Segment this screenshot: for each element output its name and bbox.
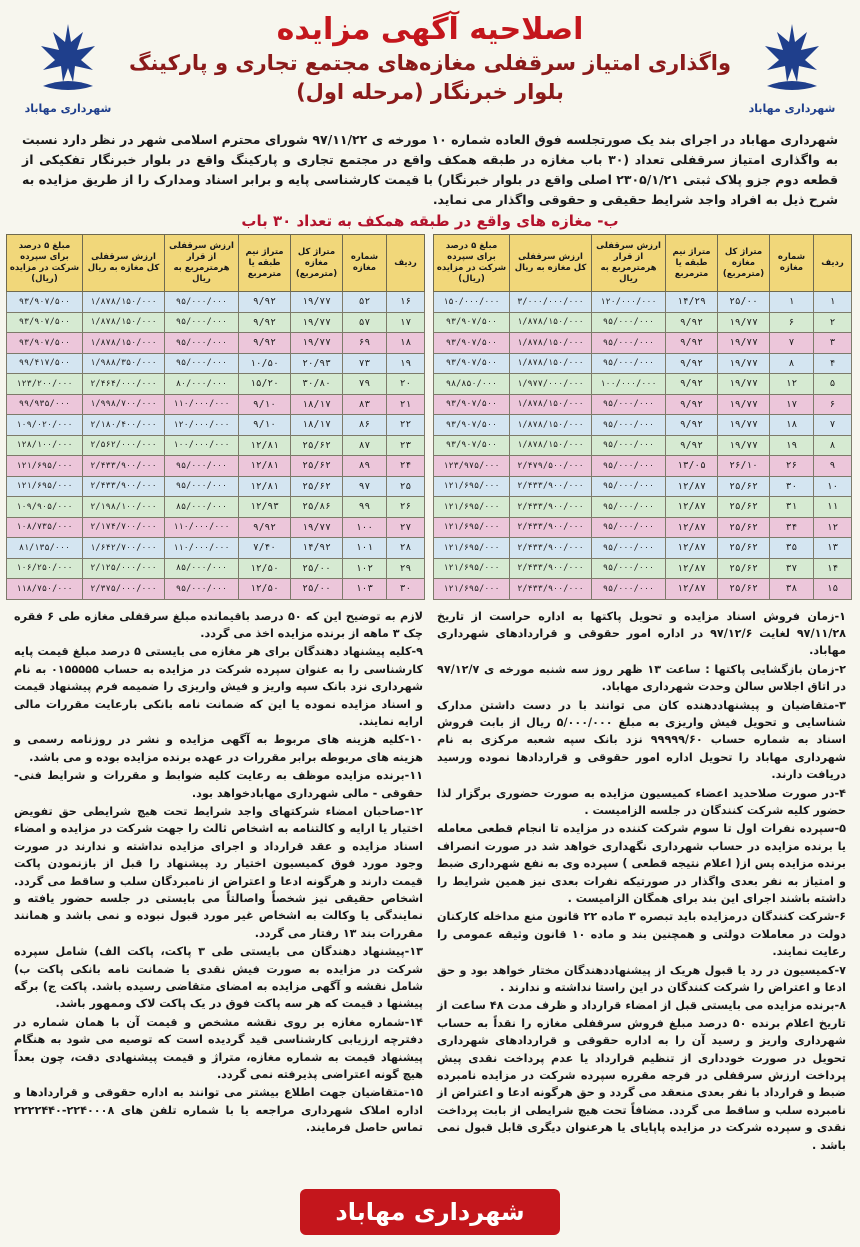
- table-cell: ۹۹/۹۳۵/۰۰۰: [7, 394, 83, 415]
- table-cell: ۱۸: [387, 333, 425, 354]
- table-cell: ۲/۴۶۴/۰۰۰/۰۰۰: [83, 374, 165, 395]
- table-cell: ۹۵/۰۰۰/۰۰۰: [592, 476, 666, 497]
- table-cell: ۱۰۸/۷۳۵/۰۰۰: [7, 517, 83, 538]
- table-cell: ۱۲۱/۶۹۵/۰۰۰: [434, 517, 510, 538]
- table-row: [7, 415, 425, 436]
- table-cell: ۱/۸۷۸/۱۵۰/۰۰۰: [510, 415, 592, 436]
- table-row: [7, 476, 425, 497]
- table-row: [7, 456, 425, 477]
- table-cell: ۹/۹۲: [666, 415, 718, 436]
- table-row: [7, 497, 425, 518]
- table-cell: ۱۲۱/۶۹۵/۰۰۰: [434, 497, 510, 518]
- table-cell: ۸۵/۰۰۰/۰۰۰: [165, 497, 239, 518]
- table-cell: ۱۲/۵۰: [239, 579, 291, 600]
- municipality-logo-icon: [757, 20, 827, 98]
- table-cell: ۱/۸۷۸/۱۵۰/۰۰۰: [510, 394, 592, 415]
- table-cell: ۸۵/۰۰۰/۰۰۰: [165, 558, 239, 579]
- table-cell: ۳۰/۸۰: [291, 374, 343, 395]
- table-cell: ۱/۹۸۸/۳۵۰/۰۰۰: [83, 353, 165, 374]
- condition-item: ۷-کمیسیون در رد یا قبول هریک از پیشنهاددهندگان مختار خواهد بود و حق ادعا و اعتراض را شرکت کنندگان در این راستا نداشته و ندارند .: [437, 963, 846, 995]
- table-cell: ۱/۸۷۸/۱۵۰/۰۰۰: [510, 312, 592, 333]
- table-cell: ۱۹/۷۷: [291, 517, 343, 538]
- table-cell: ۱۸: [770, 415, 814, 436]
- table-cell: ۲/۵۶۲/۰۰۰/۰۰۰: [83, 435, 165, 456]
- table-cell: ۹۳/۹۰۷/۵۰۰: [7, 292, 83, 313]
- table-cell: ۴: [814, 353, 852, 374]
- table-cell: ۱۲۱/۶۹۵/۰۰۰: [434, 538, 510, 559]
- table-row: [7, 394, 425, 415]
- table-cell: ۱۲۱/۶۹۵/۰۰۰: [434, 558, 510, 579]
- table-cell: ۹۵/۰۰۰/۰۰۰: [592, 579, 666, 600]
- table-body-right: [434, 292, 852, 600]
- table-cell: ۹۵/۰۰۰/۰۰۰: [592, 312, 666, 333]
- condition-item: ۱۵-متقاضیان جهت اطلاع بیشتر می توانند به اداره حقوقی و قراردادها و اداره املاک شهرداری مراجعه یا با شماره تلفن های ۲۲۴۰۰۰۸-۲۲۲۲۴۴۰ تماس حاصل فرمایند.: [14, 1086, 423, 1135]
- table-header-row: [7, 235, 425, 292]
- table-cell: ۱۴/۹۲: [291, 538, 343, 559]
- table-cell: ۲: [814, 312, 852, 333]
- table-cell: ۱۲۱/۶۹۵/۰۰۰: [434, 476, 510, 497]
- table-cell: ۹۷: [343, 476, 387, 497]
- table-cell: ۸۹: [343, 456, 387, 477]
- table-cell: ۱۴: [814, 558, 852, 579]
- table-row: [434, 353, 852, 374]
- table-cell: ۲/۴۳۳/۹۰۰/۰۰۰: [510, 497, 592, 518]
- municipality-logo-right: [744, 20, 840, 124]
- table-cell: ۳۸: [770, 579, 814, 600]
- table-cell: ۹/۹۲: [239, 517, 291, 538]
- table-cell: ۹/۹۲: [666, 374, 718, 395]
- table-row: [434, 476, 852, 497]
- table-cell: ۹۸/۸۵۰/۰۰۰: [434, 374, 510, 395]
- table-cell: ۲۲: [387, 415, 425, 436]
- table-row: [434, 538, 852, 559]
- table-cell: ۲۶: [387, 497, 425, 518]
- table-cell: ۹/۹۲: [666, 312, 718, 333]
- table-cell: ۸۱/۱۳۵/۰۰۰: [7, 538, 83, 559]
- table-cell: ۱/۸۷۸/۱۵۰/۰۰۰: [510, 435, 592, 456]
- table-cell: ۹۹: [343, 497, 387, 518]
- table-cell: ۲/۴۳۳/۹۰۰/۰۰۰: [510, 579, 592, 600]
- table-cell: ۱۰۱: [343, 538, 387, 559]
- condition-item: ۱۱-برنده مزایده موظف به رعایت کلیه ضوابط و مقررات و شرایط فنی-حقوقی - مالی شهرداری مهابادخواهد بود.: [14, 769, 423, 800]
- condition-item: ۳-متقاضیان و پیشنهاددهنده کان می توانند با در دست داشتن مدارک شناسایی و تحویل فیش واریزی به مبلغ ۵/۰۰۰/۰۰۰ ریال از بابت فروش اسناد به شماره حساب ۹۹۹۹۹/۶۰ نزد بانک سپه شعبه مرکزی به نام شهرداری مهاباد را تحویل اداره امور حقوقی و قراردادها نموده ورسید دریافت دارند.: [437, 698, 846, 782]
- table-cell: ۱۹/۷۷: [718, 374, 770, 395]
- table-row: [7, 517, 425, 538]
- table-cell: ۹۵/۰۰۰/۰۰۰: [592, 497, 666, 518]
- table-cell: ۱۶: [387, 292, 425, 313]
- table-row: [7, 353, 425, 374]
- condition-item: ۶-شرکت کنندگان درمزایده باید تبصره ۳ ماده ۲۲ قانون منع مداخله کارکنان دولت در معاملات دولتی و همچنین بند و ماده ۱۰ قانون وثیقه عمومی را رعایت نمایند.: [437, 910, 847, 959]
- table-row: [7, 558, 425, 579]
- conditions-column-left: [14, 608, 423, 1156]
- table-cell: ۹۵/۰۰۰/۰۰۰: [165, 476, 239, 497]
- table-cell: ۲/۱۸۰/۴۰۰/۰۰۰: [83, 415, 165, 436]
- table-row: [434, 312, 852, 333]
- table-cell: ۱۹/۷۷: [718, 353, 770, 374]
- table-cell: ۲/۴۳۳/۹۰۰/۰۰۰: [510, 517, 592, 538]
- page-subtitle: واگذاری امتیاز سرقفلی مغازه‌های مجتمع تجاری و پارکینگ: [128, 51, 732, 75]
- table-cell: ۲۵/۶۲: [718, 538, 770, 559]
- table-cell: ۵۲: [343, 292, 387, 313]
- logo-text: شهرداری مهاباد: [748, 102, 836, 115]
- conditions-column-right: [437, 608, 846, 1156]
- table-cell: ۱۱۸/۷۵۰/۰۰۰: [7, 579, 83, 600]
- condition-item: ۱۳-پیشنهاد دهندگان می بایستی طی ۳ پاکت، پاکت الف) شامل سپرده شرکت در مزایده به صورت فیش نقدی یا ضمانت نامه بانکی پاکت ب) شامل نقشه و آگهی مزایده به امضای متقاضی رسیده باشد. پاکت ج) برگه پیشنها د قیمت که هر سه پاکت فوق در یک پاکت لاک وممهور باشد.: [14, 945, 423, 1011]
- table-cell: ۲۰: [387, 374, 425, 395]
- table-cell: ۱۱: [814, 497, 852, 518]
- table-cell: ۱۵۰/۰۰۰/۰۰۰: [434, 292, 510, 313]
- table-row: [434, 374, 852, 395]
- table-cell: ۹۵/۰۰۰/۰۰۰: [592, 456, 666, 477]
- column-header: متراژ کل مغازه (مترمربع): [291, 235, 343, 292]
- table-cell: ۹/۹۲: [666, 394, 718, 415]
- table-cell: ۱۸/۱۷: [291, 394, 343, 415]
- table-cell: ۱۸/۱۷: [291, 415, 343, 436]
- table-cell: ۱۱۰/۰۰۰/۰۰۰: [165, 394, 239, 415]
- table-cell: ۱۰۶/۲۵۰/۰۰۰: [7, 558, 83, 579]
- column-header: متراژ نیم طبقه یا مترمربع: [239, 235, 291, 292]
- shops-table-right: [433, 234, 852, 600]
- table-cell: ۱۰: [814, 476, 852, 497]
- table-cell: ۹۳/۹۰۷/۵۰۰: [434, 333, 510, 354]
- table-cell: ۹۳/۹۰۷/۵۰۰: [7, 312, 83, 333]
- table-cell: ۱۰۹/۹۰۵/۰۰۰: [7, 497, 83, 518]
- table-cell: ۹/۱۰: [239, 415, 291, 436]
- table-row: [434, 394, 852, 415]
- column-header: ارزش سرقفلی کل مغازه به ریال: [510, 235, 592, 292]
- table-cell: ۱/۸۷۸/۱۵۰/۰۰۰: [83, 333, 165, 354]
- table-cell: ۱۰/۵۰: [239, 353, 291, 374]
- table-cell: ۲/۱۲۵/۰۰۰/۰۰۰: [83, 558, 165, 579]
- table-cell: ۱: [770, 292, 814, 313]
- table-header-row: [434, 235, 852, 292]
- table-cell: ۲/۴۳۳/۹۰۰/۰۰۰: [83, 456, 165, 477]
- table-cell: ۲۸: [387, 538, 425, 559]
- table-cell: ۱۷: [387, 312, 425, 333]
- column-header: متراژ نیم طبقه یا مترمربع: [666, 235, 718, 292]
- table-cell: ۱۲۰/۰۰۰/۰۰۰: [165, 415, 239, 436]
- table-cell: ۱۹/۷۷: [718, 333, 770, 354]
- table-cell: ۳۰: [770, 476, 814, 497]
- table-cell: ۲۵/۶۲: [291, 456, 343, 477]
- table-cell: ۲۵/۶۲: [718, 579, 770, 600]
- table-cell: ۵۷: [343, 312, 387, 333]
- table-cell: ۳: [814, 333, 852, 354]
- municipality-logo-left: [20, 20, 116, 124]
- table-cell: ۱/۹۹۸/۷۰۰/۰۰۰: [83, 394, 165, 415]
- table-cell: ۱۵/۲۰: [239, 374, 291, 395]
- table-cell: ۱۲/۸۷: [666, 497, 718, 518]
- column-header: شماره مغازه: [770, 235, 814, 292]
- table-cell: ۱۲۱/۶۹۵/۰۰۰: [434, 579, 510, 600]
- table-cell: ۷: [814, 415, 852, 436]
- table-cell: ۹۵/۰۰۰/۰۰۰: [165, 456, 239, 477]
- table-cell: ۹۵/۰۰۰/۰۰۰: [592, 517, 666, 538]
- column-header: ارزش سرقفلی از قرار هرمترمربع به ریال: [165, 235, 239, 292]
- table-cell: ۱۹/۷۷: [291, 312, 343, 333]
- table-cell: ۱۲/۸۷: [666, 476, 718, 497]
- table-cell: ۲۶/۱۰: [718, 456, 770, 477]
- column-header: ارزش سرقفلی از قرار هرمترمربع به ریال: [592, 235, 666, 292]
- table-cell: ۲۳: [387, 435, 425, 456]
- table-cell: ۲۵/۰۰: [718, 292, 770, 313]
- table-cell: ۱۲/۸۷: [666, 558, 718, 579]
- table-cell: ۱۰۹/۰۲۰/۰۰۰: [7, 415, 83, 436]
- table-row: [7, 333, 425, 354]
- table-cell: ۱۲: [814, 517, 852, 538]
- footer-banner: شهرداری مهاباد: [300, 1189, 560, 1235]
- table-cell: ۲/۱۷۴/۷۰۰/۰۰۰: [83, 517, 165, 538]
- table-cell: ۱: [814, 292, 852, 313]
- table-cell: ۹۵/۰۰۰/۰۰۰: [592, 435, 666, 456]
- table-row: [434, 456, 852, 477]
- table-cell: ۲۵/۰۰: [291, 558, 343, 579]
- table-cell: ۹۵/۰۰۰/۰۰۰: [165, 312, 239, 333]
- table-cell: ۹/۹۲: [666, 353, 718, 374]
- section-title: ب- مغازه های واقع در طبقه همکف به تعداد ۳۰ باب: [241, 212, 619, 230]
- table-cell: ۱۹/۷۷: [718, 312, 770, 333]
- table-cell: ۱۰۲: [343, 558, 387, 579]
- condition-item: لازم به توضیح این که ۵۰ درصد باقیمانده مبلغ سرقفلی مغازه طی ۶ فقره چک ۳ ماهه از برنده مزایده اخذ می گردد.: [14, 609, 423, 640]
- table-cell: ۹۵/۰۰۰/۰۰۰: [592, 558, 666, 579]
- table-cell: ۹۳/۹۰۷/۵۰۰: [434, 394, 510, 415]
- table-cell: ۲۷: [387, 517, 425, 538]
- table-cell: ۱/۹۷۷/۰۰۰/۰۰۰: [510, 374, 592, 395]
- table-cell: ۲۰/۹۳: [291, 353, 343, 374]
- table-cell: ۹/۹۲: [239, 333, 291, 354]
- table-cell: ۲/۴۳۳/۹۰۰/۰۰۰: [83, 476, 165, 497]
- table-cell: ۱۰۳: [343, 579, 387, 600]
- table-cell: ۳۱: [770, 497, 814, 518]
- shops-tables: [8, 234, 852, 600]
- table-row: [7, 312, 425, 333]
- table-cell: ۸: [770, 353, 814, 374]
- table-cell: ۹۳/۹۰۷/۵۰۰: [434, 415, 510, 436]
- table-cell: ۷: [770, 333, 814, 354]
- table-cell: ۹۵/۰۰۰/۰۰۰: [165, 353, 239, 374]
- table-row: [434, 579, 852, 600]
- table-row: [434, 292, 852, 313]
- shops-table-left: [6, 234, 425, 600]
- table-cell: ۹/۹۲: [239, 292, 291, 313]
- table-cell: ۱۹/۷۷: [718, 394, 770, 415]
- table-cell: ۲۵/۶۲: [291, 435, 343, 456]
- table-cell: ۸۰/۰۰۰/۰۰۰: [165, 374, 239, 395]
- condition-item: ۱۴-شماره مغازه بر روی نقشه مشخص و قیمت آن با همان شماره در دفترچه ارزیابی کارشناسی قید گردیده است که توصیه می شود به هنگام پیشنهاد قیمت به شماره مغازه، متراژ و قیمت پیشنهادی دقت، چون بعداً هیچ گونه اعتراضی پذیرفته نمی گردد.: [14, 1015, 423, 1082]
- table-cell: ۱۹/۷۷: [718, 415, 770, 436]
- table-cell: ۱۲۸/۱۰۰/۰۰۰: [7, 435, 83, 456]
- table-cell: ۳۴: [770, 517, 814, 538]
- table-cell: ۱۲: [770, 374, 814, 395]
- table-cell: ۹/۹۲: [666, 435, 718, 456]
- table-cell: ۹۵/۰۰۰/۰۰۰: [592, 394, 666, 415]
- table-cell: ۱۲۱/۶۹۵/۰۰۰: [7, 476, 83, 497]
- table-cell: ۹/۱۰: [239, 394, 291, 415]
- table-cell: ۹/۹۲: [239, 312, 291, 333]
- table-cell: ۹۵/۰۰۰/۰۰۰: [165, 333, 239, 354]
- table-row: [7, 374, 425, 395]
- table-cell: ۹۵/۰۰۰/۰۰۰: [592, 538, 666, 559]
- column-header: شماره مغازه: [343, 235, 387, 292]
- table-cell: ۱۲/۸۷: [666, 579, 718, 600]
- table-cell: ۱۳/۰۵: [666, 456, 718, 477]
- table-cell: ۶: [770, 312, 814, 333]
- table-cell: ۱۲۳/۲۰۰/۰۰۰: [7, 374, 83, 395]
- table-row: [7, 292, 425, 313]
- table-cell: ۷/۴۰: [239, 538, 291, 559]
- table-cell: ۹/۹۲: [666, 333, 718, 354]
- table-row: [434, 558, 852, 579]
- conditions: [8, 608, 852, 1156]
- table-cell: ۲/۱۹۸/۱۰۰/۰۰۰: [83, 497, 165, 518]
- table-cell: ۹۵/۰۰۰/۰۰۰: [165, 579, 239, 600]
- column-header: ردیف: [814, 235, 852, 292]
- table-row: [7, 435, 425, 456]
- table-cell: ۹۳/۹۰۷/۵۰۰: [434, 353, 510, 374]
- table-row: [434, 415, 852, 436]
- condition-item: ۵-سپرده نفرات اول تا سوم شرکت کننده در مزایده تا انجام قطعی معامله یا برنده مزایده در حساب شهرداری نگهداری خواهد شد در صورت انصراف برنده مزایده پس از( اعلام نتیجه قطعی ) سپرده وی به نفع شهرداری ضبط و امتیاز به نفر بعدی واگذار در صورتیکه نفرات بعدی نیز همین شرایط را داشته باشند اجرای این بند برای همگان الزامیست .: [437, 822, 846, 905]
- table-cell: ۱۳: [814, 538, 852, 559]
- table-cell: ۱۰۰/۰۰۰/۰۰۰: [165, 435, 239, 456]
- table-row: [7, 579, 425, 600]
- table-cell: ۱۲/۸۷: [666, 538, 718, 559]
- table-cell: ۹۳/۹۰۷/۵۰۰: [434, 312, 510, 333]
- page-subtitle-2: بلوار خبرنگار (مرحله اول): [296, 80, 564, 104]
- condition-item: ۱۰-کلیه هزینه های مربوط به آگهی مزایده و نشر در روزنامه رسمی و هزینه های مربوطه برابر مقررات در عهده برنده مزایده بوده و می باشد.: [14, 733, 423, 764]
- table-cell: ۹۹/۴۱۷/۵۰۰: [7, 353, 83, 374]
- table-cell: ۱۰۰/۰۰۰/۰۰۰: [592, 374, 666, 395]
- table-cell: ۱/۸۷۸/۱۵۰/۰۰۰: [510, 333, 592, 354]
- table-cell: ۲۵/۶۲: [718, 517, 770, 538]
- table-cell: ۱۹/۷۷: [291, 292, 343, 313]
- table-cell: ۸: [814, 435, 852, 456]
- table-cell: ۱۰۰: [343, 517, 387, 538]
- table-cell: ۱۹: [770, 435, 814, 456]
- table-cell: ۵: [814, 374, 852, 395]
- table-cell: ۲۴: [387, 456, 425, 477]
- table-cell: ۹: [814, 456, 852, 477]
- table-cell: ۲/۴۷۹/۵۰۰/۰۰۰: [510, 456, 592, 477]
- table-cell: ۲۵/۰۰: [291, 579, 343, 600]
- condition-item: ۲-زمان بازگشایی پاکتها : ساعت ۱۳ ظهر روز سه شنبه مورخه ی ۹۷/۱۲/۷ در اتاق اجلاس سالن وحدت شهرداری مهاباد.: [437, 662, 846, 694]
- table-cell: ۱۱۰/۰۰۰/۰۰۰: [165, 538, 239, 559]
- table-cell: ۱۲۰/۰۰۰/۰۰۰: [592, 292, 666, 313]
- table-cell: ۲۵/۶۲: [718, 558, 770, 579]
- table-cell: ۱۲/۸۱: [239, 476, 291, 497]
- table-cell: ۳/۰۰۰/۰۰۰/۰۰۰: [510, 292, 592, 313]
- condition-item: ۱۲-صاحبان امضاء شرکتهای واجد شرایط تحت هیچ شرایطی حق تفویض اختیار یا ارایه و کالتنامه به اشخاص ثالث را جهت شرکت در مزایده و امضاء اسناد مزایده و عقد قرارداد و اجرای مزایده نداشته و ندارند در صورت وجود مورد فوق کمیسیون اختیار رد پیشنهاد را قبل از بازنمودن پاکت قیمت دارند و هرگونه ادعا و اعتراض از نامبردگان سلب و ساقط می گردد. اشخاص حقیقی نیز شخصاً واصالتاً می بایستی در جلسه حضور یافته و نمایندگی یا وکالت به اشخاص غیر مورد قبول نبوده و نمی باشد و همانند مقررات بند ۱۳ رفتار می گردد.: [14, 804, 423, 940]
- table-row: [434, 333, 852, 354]
- logo-text: شهرداری مهاباد: [24, 102, 112, 115]
- table-cell: ۱/۸۷۸/۱۵۰/۰۰۰: [510, 353, 592, 374]
- intro-paragraph: شهرداری مهاباد در اجرای بند یک صورتجلسه فوق العاده شماره ۱۰ مورخه ی ۹۷/۱۱/۲۲ شورای محترم اسلامی شهر در نظر دارد نسبت به واگذاری امتیاز سرقفلی تعداد (۳۰ باب مغازه در طبقه همکف واقع در مجتمع تجاری و پارکینگ واقع در بلوار خبرنگار تفکیکی از قطعه دوم جزو پلاک ثبتی ۲۳۰۵/۱/۲۱ اصلی واقع در بلوار خبرنگار) با قیمت کارشناسی پایه و برابر اسناد ومدارک را از طریق مزایده به شرح ذیل به افراد واجد شرایط حقیقی و حقوقی واگذار می نماید.: [22, 132, 839, 207]
- condition-item: ۱-زمان فروش اسناد مزایده و تحویل پاکتها به اداره حراست از تاریخ ۹۷/۱۱/۲۸ لغایت ۹۷/۱۲/۶ در اداره امور حقوقی و قراردادهای شهرداری مهاباد.: [437, 609, 846, 658]
- table-cell: ۲۹: [387, 558, 425, 579]
- table-cell: ۳۰: [387, 579, 425, 600]
- condition-item: ۴-در صورت صلاحدید اعضاء کمیسیون مزایده به صورت حضوری برگزار لذا حضور کلیه شرکت کنندگان در جلسه الزامیست .: [437, 786, 846, 817]
- table-cell: ۹۳/۹۰۷/۵۰۰: [434, 435, 510, 456]
- table-cell: ۱۲/۸۱: [239, 456, 291, 477]
- table-cell: ۲۵: [387, 476, 425, 497]
- table-cell: ۸۶: [343, 415, 387, 436]
- table-row: [7, 538, 425, 559]
- table-cell: ۱۹/۷۷: [291, 333, 343, 354]
- table-cell: ۹۵/۰۰۰/۰۰۰: [592, 415, 666, 436]
- table-cell: ۸۷: [343, 435, 387, 456]
- table-cell: ۱/۸۷۸/۱۵۰/۰۰۰: [83, 312, 165, 333]
- table-cell: ۱/۶۴۲/۷۰۰/۰۰۰: [83, 538, 165, 559]
- table-cell: ۹۵/۰۰۰/۰۰۰: [592, 333, 666, 354]
- table-cell: ۹۵/۰۰۰/۰۰۰: [592, 353, 666, 374]
- table-cell: ۲۶: [770, 456, 814, 477]
- table-cell: ۷۳: [343, 353, 387, 374]
- table-cell: ۲/۴۳۳/۹۰۰/۰۰۰: [510, 476, 592, 497]
- table-cell: ۱۹: [387, 353, 425, 374]
- table-cell: ۲/۳۷۵/۰۰۰/۰۰۰: [83, 579, 165, 600]
- table-cell: ۱۹/۷۷: [718, 435, 770, 456]
- table-cell: ۲۵/۶۲: [291, 476, 343, 497]
- table-cell: ۹۳/۹۰۷/۵۰۰: [7, 333, 83, 354]
- table-cell: ۱۲/۸۱: [239, 435, 291, 456]
- table-cell: ۳۷: [770, 558, 814, 579]
- column-header: مبلغ ۵ درصد برای سپرده شرکت در مزایده (ریال): [7, 235, 83, 292]
- table-cell: ۲۵/۶۲: [718, 476, 770, 497]
- table-cell: ۱۲/۸۷: [666, 517, 718, 538]
- table-cell: ۸۳: [343, 394, 387, 415]
- table-cell: ۲۱: [387, 394, 425, 415]
- column-header: مبلغ ۵ درصد برای سپرده شرکت در مزایده (ریال): [434, 235, 510, 292]
- table-cell: ۱۲/۵۰: [239, 558, 291, 579]
- table-cell: ۲۵/۶۲: [718, 497, 770, 518]
- municipality-logo-icon: [33, 20, 103, 98]
- table-cell: ۱۲/۹۳: [239, 497, 291, 518]
- table-cell: ۲۵/۸۶: [291, 497, 343, 518]
- table-cell: ۶۹: [343, 333, 387, 354]
- table-cell: ۱۱۰/۰۰۰/۰۰۰: [165, 517, 239, 538]
- column-header: ارزش سرقفلی کل مغازه به ریال: [83, 235, 165, 292]
- column-header: متراژ کل مغازه (مترمربع): [718, 235, 770, 292]
- table-row: [434, 517, 852, 538]
- table-cell: ۱۷: [770, 394, 814, 415]
- condition-item: ۹-کلیه پیشنهاد دهندگان برای هر مغازه می بایستی ۵ درصد مبلغ قیمت پایه کارشناسی را به عنوان سپرده شرکت در مزایده به حساب ۰۱۵۵۵۵۵ به نام شهرداری نزد بانک سپه واریز و فیش واریزی را ضمیمه فرم پیشنهاد قیمت و اسناد مزایده نموده یا این که ضمانت نامه بانکی بارعایت مقررات مالی ارایه نمایند.: [14, 645, 424, 728]
- table-body-left: [7, 292, 425, 600]
- page-title: اصلاحیه آگهی مزایده: [276, 12, 584, 47]
- table-cell: ۱۲۱/۶۹۵/۰۰۰: [7, 456, 83, 477]
- table-row: [434, 435, 852, 456]
- table-cell: ۱۴/۲۹: [666, 292, 718, 313]
- table-row: [434, 497, 852, 518]
- table-cell: ۱/۸۷۸/۱۵۰/۰۰۰: [83, 292, 165, 313]
- table-cell: ۲/۴۳۳/۹۰۰/۰۰۰: [510, 558, 592, 579]
- table-cell: ۷۹: [343, 374, 387, 395]
- table-cell: ۳۵: [770, 538, 814, 559]
- table-cell: ۲/۴۳۳/۹۰۰/۰۰۰: [510, 538, 592, 559]
- header: [8, 12, 852, 130]
- condition-item: ۸-برنده مزایده می بایستی قبل از امضاء قرارداد و ظرف مدت ۴۸ ساعت از تاریخ اعلام برنده ۵۰ درصد مبلغ فروش سرقفلی مغازه را نقداً به حساب شهرداری واریز و رسید آن را به اداره حقوقی و قراردادهای شهرداری تحویل در صورت خودداری از تنظیم قرارداد یا عدم پرداخت نقدی پیش پرداخت ارزش سرقفلی در فرجه مقرره سپرده شرکت در مزایده نامبرده ضبط و قرارداد با نفر بعدی منعقد می گردد و حق هرگونه ادعا و اعتراض از نامبرده سلب و ساقط می گردد. مضافاً تحت هیچ شرایطی از بابت پرداخت نقدی و سپرده شرکت در مزایده پاپایای یا هرعنوان دیگری قابل قبول نمی باشد .: [437, 999, 846, 1152]
- table-cell: ۹۵/۰۰۰/۰۰۰: [165, 292, 239, 313]
- table-cell: ۱۲۳/۹۷۵/۰۰۰: [434, 456, 510, 477]
- table-cell: ۱۵: [814, 579, 852, 600]
- column-header: ردیف: [387, 235, 425, 292]
- table-cell: ۶: [814, 394, 852, 415]
